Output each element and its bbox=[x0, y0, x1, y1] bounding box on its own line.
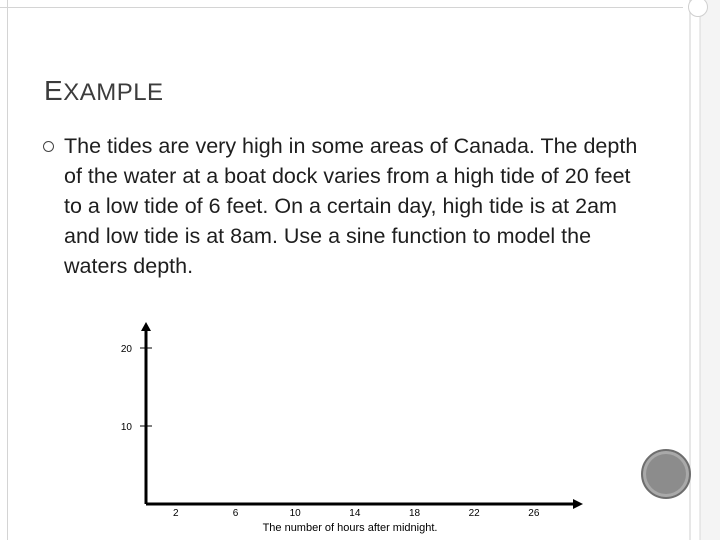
slide-title-initial: E bbox=[44, 75, 64, 106]
x-tick-label: 2 bbox=[173, 508, 179, 519]
x-tick-label: 6 bbox=[232, 508, 239, 519]
x-tick-label: 26 bbox=[528, 508, 540, 519]
y-axis-arrow bbox=[141, 322, 151, 331]
x-tick-label: 10 bbox=[289, 508, 301, 519]
y-tick-label: 20 bbox=[120, 344, 132, 355]
x-tick-label: 18 bbox=[408, 508, 421, 519]
x-axis-title: The number of hours after midnight. bbox=[262, 522, 438, 534]
problem-text: The tides are very high in some areas of Canada. The depth of the water at a boat dock varies from a high tide of 20 feet to a low tide of 6 feet. On a certain day, high tide is at 2am and low tide is at 8am. Use a sine function to model the waters depth. bbox=[64, 134, 638, 278]
x-tick-label: 22 bbox=[468, 508, 480, 519]
slide-title-rest: XAMPLE bbox=[63, 79, 164, 106]
x-tick-label: 14 bbox=[349, 508, 361, 519]
x-axis-arrow bbox=[573, 499, 583, 509]
y-tick-label: 10 bbox=[120, 422, 132, 433]
